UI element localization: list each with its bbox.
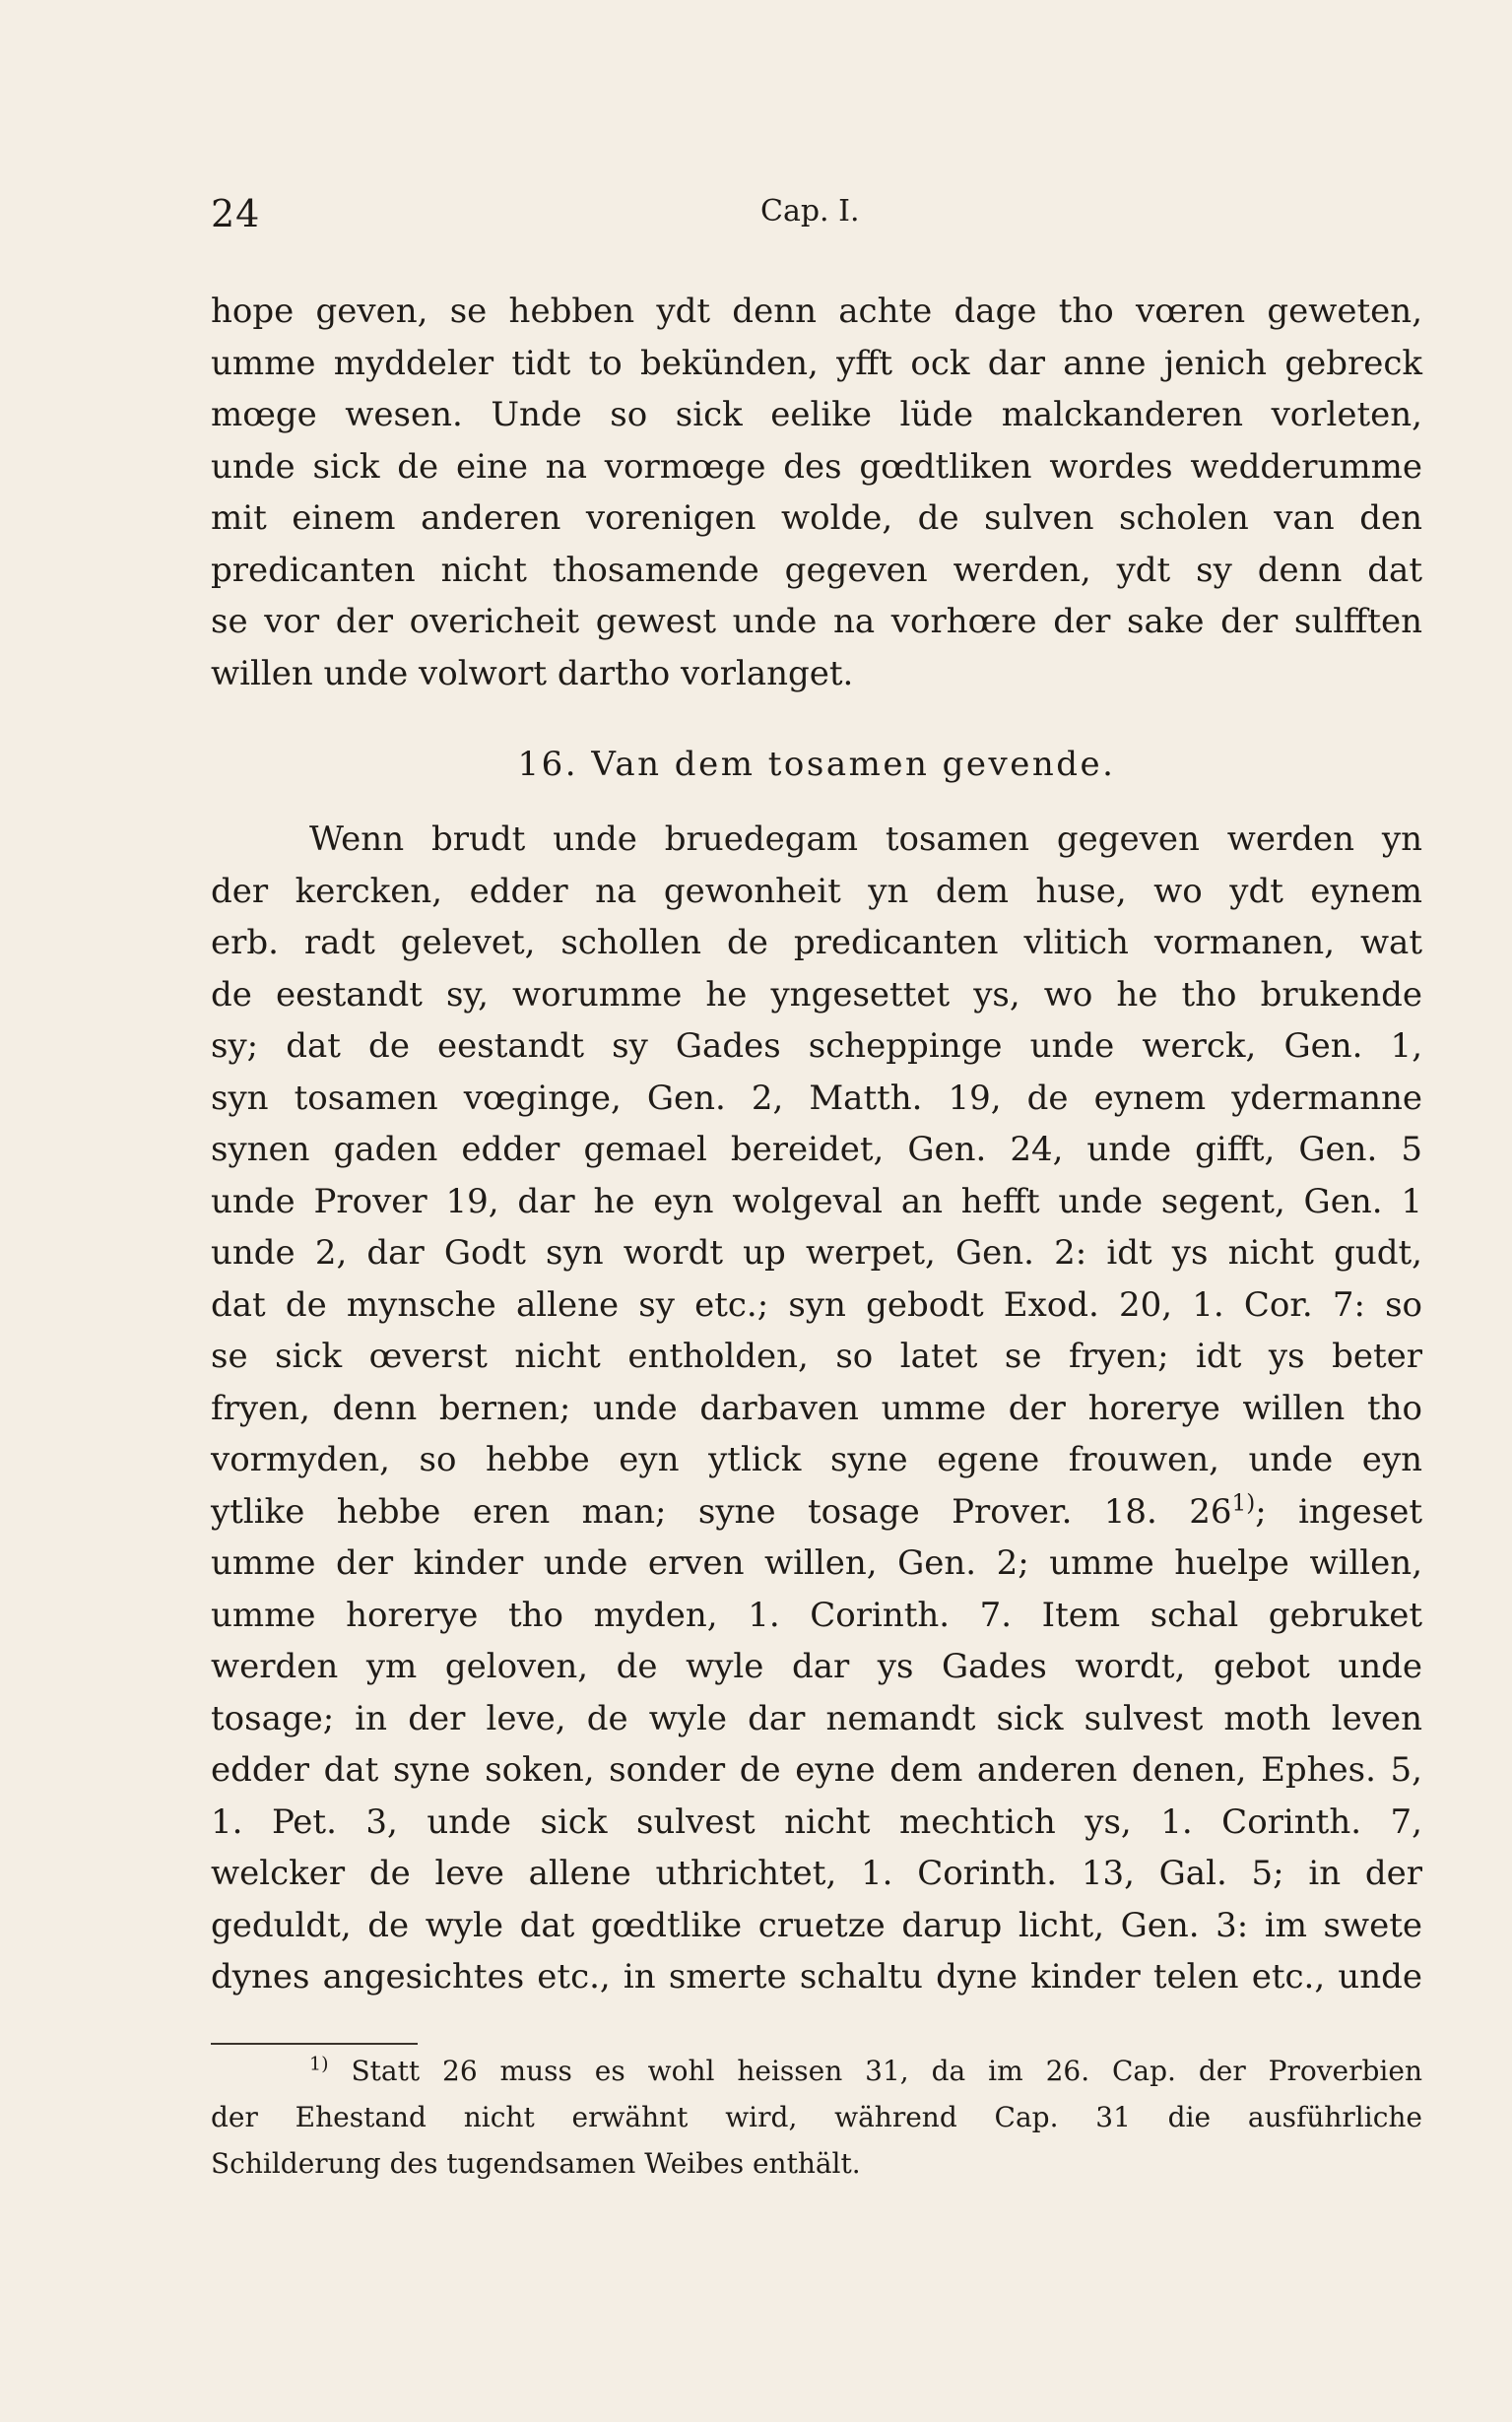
footnote-line: der Ehestand nicht erwähnt wird, während Cap. 31 die ausführliche (211, 2101, 1422, 2133)
text-line: tosage; in der leve, de wyle dar nemandt sick sulvest moth leven (211, 1698, 1422, 1738)
text-line: syn tosamen vœginge, Gen. 2, Matth. 19, de eynem ydermanne (211, 1078, 1422, 1118)
text-line: geduldt, de wyle dat gœdtlike cruetze darup licht, Gen. 3: im swete (211, 1905, 1422, 1945)
text-line: unde Prover 19, dar he eyn wolgeval an hefft unde segent, Gen. 1 (211, 1181, 1422, 1221)
intro-paragraph (211, 286, 1422, 699)
footnote-reference[interactable]: 1) (1231, 1490, 1256, 1517)
text-line: unde 2, dar Godt syn wordt up werpet, Gen. 2: idt ys nicht gudt, (211, 1233, 1422, 1273)
text-line: umme myddeler tidt to bekünden, yfft ock dar anne jenich gebreck (211, 343, 1422, 383)
footnote-line: Schilderung des tugendsamen Weibes enthält. (211, 2147, 861, 2180)
text-line: vormyden, so hebbe eyn ytlick syne egene frouwen, unde eyn (211, 1440, 1422, 1479)
text-line: umme der kinder unde erven willen, Gen. 2; umme huelpe willen, (211, 1543, 1422, 1583)
footnote-marker: 1) (309, 2053, 329, 2075)
text-line: unde sick de eine na vormœge des gœdtliken wordes wedderumme (211, 446, 1422, 487)
text-line: willen unde volwort dartho vorlanget. (211, 653, 854, 693)
text-line: fryen, denn bernen; unde darbaven umme der horerye willen tho (211, 1388, 1422, 1428)
text-line: se vor der overicheit gewest unde na vorhœre der sake der sulfften (211, 602, 1422, 641)
text-line-with-footnote-ref (211, 1486, 1422, 1538)
text-line: hope geven, se hebben ydt denn achte dage tho vœren geweten, (211, 292, 1422, 331)
text-line: de eestandt sy, worumme he yngesettet ys, wo he tho brukende (211, 974, 1422, 1015)
text-line: dat de mynsche allene sy etc.; syn gebodt Exod. 20, 1. Cor. 7: so (211, 1284, 1422, 1325)
text-line: umme horerye tho myden, 1. Corinth. 7. Item schal gebruket (211, 1595, 1422, 1635)
text-fragment: ; ingeset (1255, 1491, 1423, 1532)
text-line: welcker de leve allene uthrichtet, 1. Corinth. 13, Gal. 5; in der (211, 1854, 1422, 1893)
footnote-text: Statt 26 muss es wohl heissen 31, da im 26. Cap. der Proverbien (351, 2055, 1422, 2087)
page-number: 24 (211, 192, 261, 235)
text-line: Wenn brudt unde bruedegam tosamen gegeven werden yn (309, 819, 1422, 859)
footnote (211, 2048, 1422, 2187)
text-line: edder dat syne soken, sonder de eyne dem anderen denen, Ephes. 5, (211, 1750, 1422, 1790)
running-title: Cap. I. (760, 194, 860, 229)
text-line: werden ym geloven, de wyle dar ys Gades wordt, gebot unde (211, 1647, 1422, 1686)
text-line: 1. Pet. 3, unde sick sulvest nicht mechtich ys, 1. Corinth. 7, (211, 1801, 1422, 1842)
footnote-line (211, 2048, 1422, 2094)
text-line: mit einem anderen vorenigen wolde, de sulven scholen van den (211, 498, 1422, 538)
text-line: synen gaden edder gemael bereidet, Gen. 24, unde gifft, Gen. 5 (211, 1130, 1422, 1169)
text-line: se sick œverst nicht entholden, so latet se fryen; idt ys beter (211, 1337, 1422, 1376)
text-line: dynes angesichtes etc., in smerte schaltu dyne kinder telen etc., unde (211, 1957, 1422, 1997)
text-fragment: ytlike hebbe eren man; syne tosage Prover. 18. 26 (211, 1491, 1232, 1532)
section-16-paragraph (211, 814, 1422, 2003)
footnote-divider (211, 2043, 418, 2045)
text-line: der kercken, edder na gewonheit yn dem huse, wo ydt eynem (211, 871, 1422, 911)
text-line: erb. radt gelevet, schollen de predicanten vlitich vormanen, wat (211, 923, 1422, 962)
page-header (211, 192, 1422, 244)
section-heading: 16. Van dem tosamen gevende. (517, 745, 1116, 784)
text-line: predicanten nicht thosamende gegeven werden, ydt sy denn dat (211, 550, 1422, 590)
text-line: mœge wesen. Unde so sick eelike lüde malckanderen vorleten, (211, 395, 1422, 434)
text-line: sy; dat de eestandt sy Gades scheppinge unde werck, Gen. 1, (211, 1026, 1422, 1066)
